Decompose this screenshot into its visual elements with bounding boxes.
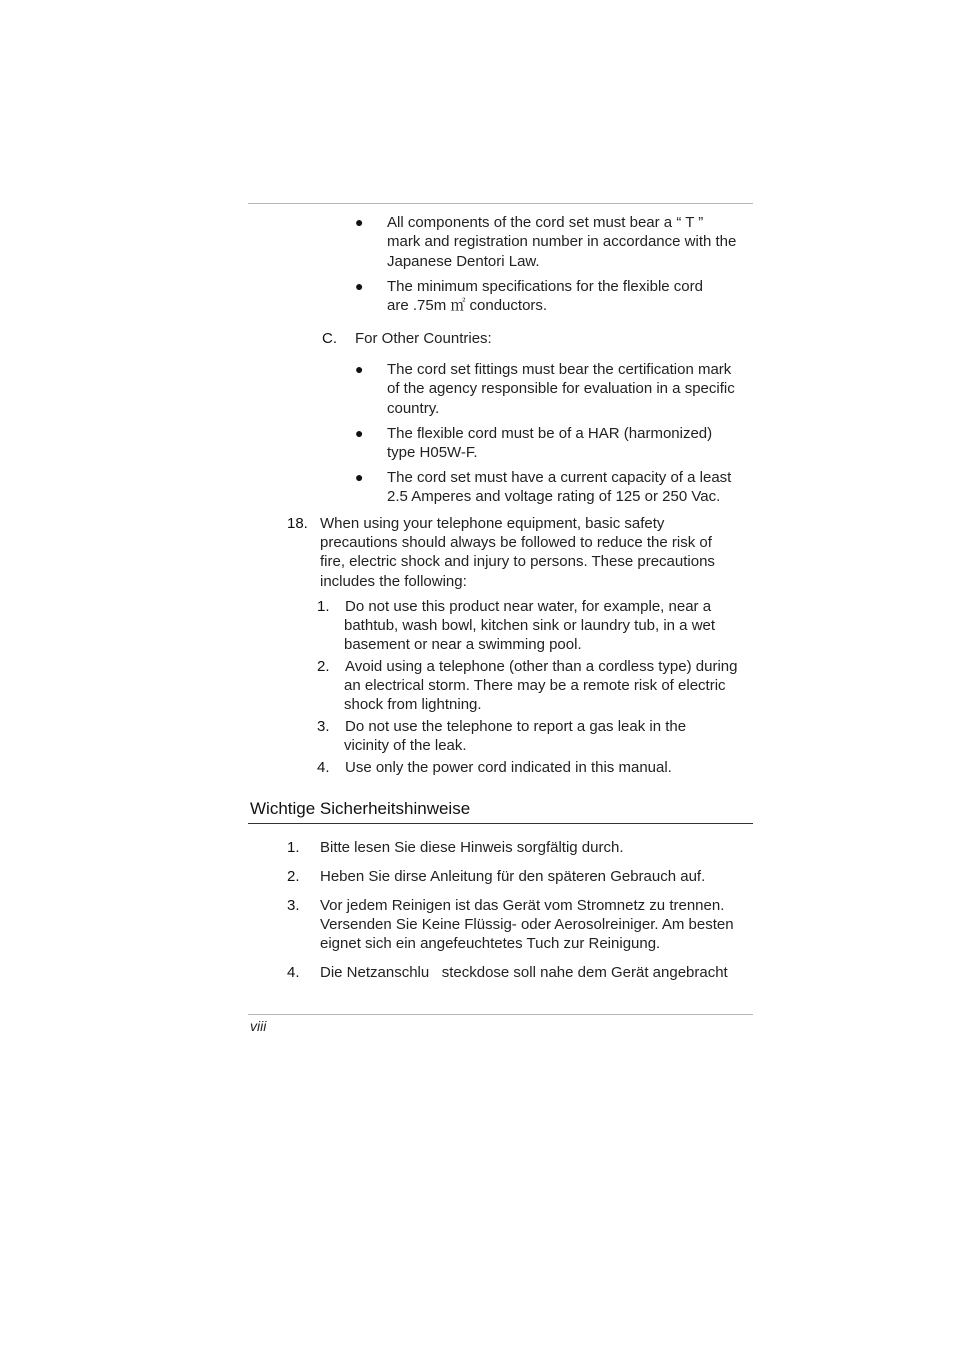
- bullet-marker: ●: [355, 469, 364, 485]
- item-number: 18.: [287, 515, 308, 532]
- section-label: For Other Countries:: [355, 330, 492, 347]
- heading-underline: [248, 823, 753, 824]
- bullet-text-line: The flexible cord must be of a HAR (harmonized): [387, 425, 713, 442]
- section-heading: Wichtige Sicherheitshinweise: [250, 799, 471, 818]
- subitem-number: 1.: [317, 598, 330, 615]
- bullet-text-line: Japanese Dentori Law.: [387, 253, 540, 270]
- subitem-number: 2.: [317, 658, 330, 675]
- footer-rule: [248, 1014, 753, 1015]
- item-text-line: includes the following:: [320, 573, 467, 590]
- bullet-text-line: of the agency responsible for evaluation in a specific: [387, 380, 735, 397]
- item-text-line: Heben Sie dirse Anleitung für den späteren Gebrauch auf.: [320, 868, 706, 885]
- section-marker: C.: [322, 330, 337, 347]
- subitem-number: 4.: [317, 759, 330, 776]
- subitem-text-line: bathtub, wash bowl, kitchen sink or laundry tub, in a wet: [344, 617, 716, 634]
- subitem-text-line: Do not use the telephone to report a gas leak in the: [345, 718, 687, 735]
- bullet-text-line: type H05W-F.: [387, 444, 478, 461]
- bullet-text-line: The minimum specifications for the flexible cord: [387, 278, 703, 295]
- subitem-number: 3.: [317, 718, 330, 735]
- subitem-text-line: vicinity of the leak.: [344, 737, 467, 754]
- top-rule: [248, 203, 753, 204]
- item-text-line: precautions should always be followed to reduce the risk of: [320, 534, 712, 551]
- bullet-text-line: 2.5 Amperes and voltage rating of 125 or 250 Vac.: [387, 488, 721, 505]
- bullet-text-line: All components of the cord set must bear a “ T ”: [387, 214, 704, 231]
- page-number: viii: [250, 1018, 267, 1034]
- bullet-text-line: The cord set fittings must bear the certification mark: [387, 361, 732, 378]
- item-number: 1.: [287, 839, 300, 856]
- item-text-line: Vor jedem Reinigen ist das Gerät vom Stromnetz zu trennen.: [320, 897, 725, 914]
- subitem-text-line: Do not use this product near water, for example, near a: [345, 598, 712, 615]
- item-text-line: When using your telephone equipment, basic safety: [320, 515, 665, 532]
- bullet-text-line: country.: [387, 400, 440, 417]
- item-text-line: fire, electric shock and injury to persons. These precautions: [320, 553, 715, 570]
- bullet-marker: ●: [355, 361, 364, 377]
- item-number: 2.: [287, 868, 300, 885]
- item-number: 4.: [287, 964, 300, 981]
- item-text-line: Versenden Sie Keine Flüssig- oder Aerosolreiniger. Am besten: [320, 916, 734, 933]
- bullet-marker: ●: [355, 425, 364, 441]
- bullet-text-line: mark and registration number in accordance with the: [387, 233, 737, 250]
- subitem-text-line: shock from lightning.: [344, 696, 482, 713]
- subitem-text-line: Avoid using a telephone (other than a cordless type) during: [345, 658, 738, 675]
- subitem-text-line: basement or near a swimming pool.: [344, 636, 582, 653]
- item-number: 3.: [287, 897, 300, 914]
- item-text-line: Bitte lesen Sie diese Hinweis sorgfältig durch.: [320, 839, 624, 856]
- bullet-text-line: are .75m ㎡ conductors.: [387, 297, 548, 314]
- item-text-line: Die Netzanschlu steckdose soll nahe dem Gerät angebracht: [320, 964, 728, 981]
- bullet-marker: ●: [355, 278, 364, 294]
- bullet-marker: ●: [355, 214, 364, 230]
- subitem-text-line: an electrical storm. There may be a remote risk of electric: [344, 677, 726, 694]
- bullet-text-line: The cord set must have a current capacity of a least: [387, 469, 732, 486]
- item-text-line: eignet sich ein angefeuchtetes Tuch zur Reinigung.: [320, 935, 661, 952]
- subitem-text-line: Use only the power cord indicated in this manual.: [345, 759, 672, 776]
